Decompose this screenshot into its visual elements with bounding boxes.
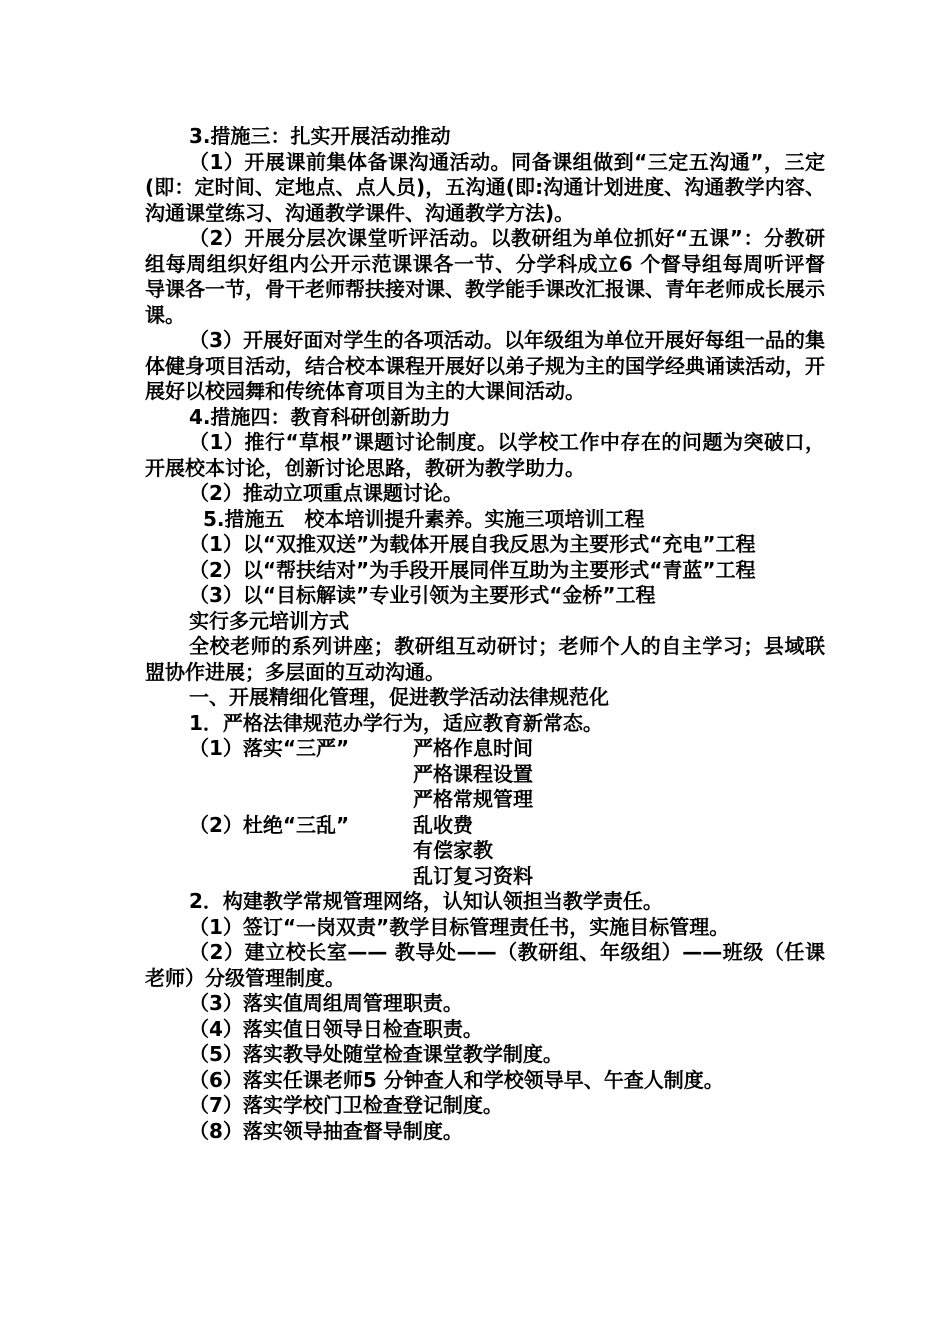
three-strict-row-2 — [145, 762, 825, 788]
training-text: 全校老师的系列讲座；教研组互动研讨；老师个人的自主学习；县域联盟协作进展；多层面的互动沟通。 — [145, 634, 825, 684]
training-heading: 实行多元培训方式 — [189, 608, 349, 633]
three-chaos-row-1 — [145, 813, 825, 839]
sub2-item-3: （3）落实值周组周管理职责。 — [189, 991, 463, 1015]
measure3-item-2: （2）开展分层次课堂听评活动。以教研组为单位抓好“五课”：分教研组每周组织好组内公开示范课课各一节、分学科成立6 个督导组每周听评督导课各一节，骨干老师帮扶接对课、教学能手课改汇报课、青年老师成长展示课。 — [145, 226, 825, 327]
sub2-heading: 2．构建教学常规管理网络，认知认领担当教学责任。 — [189, 889, 663, 913]
three-strict-label: （1）落实“三严” — [189, 736, 350, 760]
three-chaos-item-2: 有偿家教 — [413, 838, 493, 862]
three-chaos-row-3 — [145, 864, 825, 890]
three-strict-item-1: 严格作息时间 — [413, 736, 533, 760]
sub1-heading: 1．严格法律规范办学行为，适应教育新常态。 — [189, 710, 603, 735]
sub2-item-5: （5）落实教导处随堂检查课堂教学制度。 — [189, 1042, 563, 1066]
measure3-item-1: （1）开展课前集体备课沟通活动。同备课组做到“三定五沟通”，三定(即：定时间、定地点、点人员)，五沟通(即:沟通计划进度、沟通教学内容、沟通课堂练习、沟通教学课件、沟通教学方法)。 — [145, 149, 825, 225]
measure5-item-2: （2）以“帮扶结对”为手段开展同伴互助为主要形式“青蓝”工程 — [189, 557, 756, 582]
sub2-item-7: （7）落实学校门卫检查登记制度。 — [189, 1093, 503, 1117]
three-chaos-row-2 — [145, 838, 825, 864]
sub2-item-4: （4）落实值日领导日检查职责。 — [189, 1016, 483, 1041]
three-chaos-item-1: 乱收费 — [413, 812, 473, 837]
three-strict-row-3 — [145, 787, 825, 813]
measure4-heading: 4.措施四：教育科研创新助力 — [189, 404, 451, 429]
document-body — [145, 124, 825, 1144]
three-chaos-item-3: 乱订复习资料 — [413, 863, 533, 888]
three-strict-item-2: 严格课程设置 — [413, 761, 533, 786]
three-strict-row-1 — [145, 736, 825, 762]
measure5-item-3: （3）以“目标解读”专业引领为主要形式“金桥”工程 — [189, 583, 656, 607]
sub2-item-2: （2）建立校长室—— 教导处——（教研组、年级组）——班级（任课老师）分级管理制度。 — [145, 940, 825, 990]
section1-heading: 一、开展精细化管理，促进教学活动法律规范化 — [189, 685, 609, 709]
sub2-item-8: （8）落实领导抽查督导制度。 — [189, 1118, 463, 1143]
sub2-item-6: （6）落实任课老师5 分钟查人和学校领导早、午查人制度。 — [189, 1067, 724, 1092]
measure3-item-3: （3）开展好面对学生的各项活动。以年级组为单位开展好每组一品的集体健身项目活动，结合校本课程开展好以弟子规为主的国学经典诵读活动，开展好以校园舞和传统体育项目为主的大课间活动。 — [145, 328, 825, 403]
measure4-item-2: （2）推动立项重点课题讨论。 — [189, 481, 463, 505]
sub2-item-1: （1）签订“一岗双责”教学目标管理责任书，实施目标管理。 — [189, 914, 730, 939]
three-chaos-label: （2）杜绝“三乱” — [189, 812, 350, 837]
measure4-item-1: （1）推行“草根”课题讨论制度。以学校工作中存在的问题为突破口，开展校本讨论，创新讨论思路，教研为教学助力。 — [145, 430, 825, 480]
measure5-item-1: （1）以“双推双送”为载体开展自我反思为主要形式“充电”工程 — [189, 532, 756, 556]
measure5-heading: 5.措施五 校本培训提升素养。实施三项培训工程 — [203, 506, 645, 531]
three-strict-item-3: 严格常规管理 — [413, 787, 533, 811]
measure3-heading: 3.措施三：扎实开展活动推动 — [189, 124, 451, 148]
